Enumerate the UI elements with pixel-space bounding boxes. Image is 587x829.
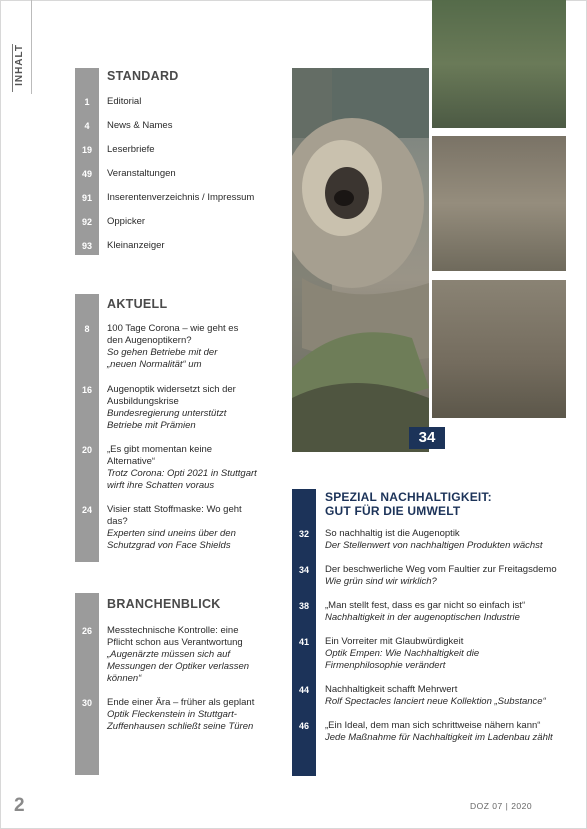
toc-entry[interactable]: [75, 240, 285, 252]
page-ref: 34: [298, 565, 309, 575]
toc-entry[interactable]: [292, 636, 522, 672]
entry-title: Leserbriefe: [107, 144, 155, 155]
entry-title: Kleinanzeiger: [107, 240, 165, 251]
entry-title: Editorial: [107, 96, 142, 107]
entry-title: Ende einer Ära – früher als geplant: [107, 697, 255, 708]
toc-entry[interactable]: [75, 697, 255, 733]
sloth-illustration: [292, 68, 429, 452]
entry-subtitle: So gehen Betriebe mit der „neuen Normalität“ um: [107, 347, 218, 370]
entry-title: Veranstaltungen: [107, 168, 176, 179]
toc-entry[interactable]: [292, 720, 562, 744]
toc-entry[interactable]: [75, 144, 285, 156]
section-heading-standard: STANDARD: [107, 69, 179, 83]
entry-subtitle: Optik Fleckenstein in Stuttgart-Zuffenhausen schließt seine Türen: [107, 709, 254, 732]
toc-entry[interactable]: [75, 216, 285, 228]
toc-entry[interactable]: [292, 564, 562, 588]
entry-title: So nachhaltig ist die Augenoptik: [325, 528, 460, 539]
spezial-heading-line2: GUT FÜR DIE UMWELT: [325, 504, 461, 518]
page-ref: 38: [298, 601, 309, 611]
side-divider: [31, 0, 32, 94]
entry-subtitle: „Augenärzte müssen sich auf Messungen der Optiker verlassen können“: [107, 649, 250, 684]
page-ref: 44: [298, 685, 309, 695]
entry-title: Oppicker: [107, 216, 146, 227]
toc-entry[interactable]: [75, 504, 245, 552]
entry-title: „Ein Ideal, dem man sich schrittweise nähern kann“: [325, 720, 541, 731]
page-ref: 24: [81, 505, 92, 515]
photo-strip-middle: [432, 136, 566, 271]
entry-subtitle: Jede Maßnahme für Nachhaltigkeit im Ladenbau zählt: [325, 732, 553, 743]
side-label: INHALT: [12, 44, 26, 92]
entry-subtitle: Optik Empen: Wie Nachhaltigkeit die Firmenphilosophie verändert: [325, 648, 480, 671]
section-heading-branchenblick: BRANCHENBLICK: [107, 597, 221, 611]
toc-entry[interactable]: [75, 384, 245, 432]
page-ref: 1: [84, 97, 90, 107]
entry-subtitle: Trotz Corona: Opti 2021 in Stuttgart wirft ihre Schatten voraus: [107, 468, 257, 491]
page-number: 2: [14, 795, 25, 816]
page-ref: 92: [81, 217, 92, 227]
entry-subtitle: Nachhaltigkeit in der augenoptischen Industrie: [325, 612, 520, 623]
toc-entry[interactable]: [75, 120, 285, 132]
page-ref: 41: [298, 637, 309, 647]
spezial-heading-line1: SPEZIAL NACHHALTIGKEIT:: [325, 490, 492, 504]
sloth-photo: [292, 68, 429, 452]
page-ref: 93: [81, 241, 92, 251]
entry-subtitle: Der Stellenwert von nachhaltigen Produkten wächst: [325, 540, 543, 551]
entry-title: Visier statt Stoffmaske: Wo geht das?: [107, 504, 242, 527]
entry-subtitle: Experten sind uneins über den Schutzgrad von Face Shields: [107, 528, 236, 551]
page-ref: 20: [81, 445, 92, 455]
toc-entry[interactable]: [292, 600, 562, 624]
toc-entry[interactable]: [75, 168, 285, 180]
toc-entry[interactable]: [75, 192, 285, 204]
page-ref: 16: [81, 385, 92, 395]
page-ref: 91: [81, 193, 92, 203]
entry-title: Augenoptik widersetzt sich der Ausbildungskrise: [107, 384, 236, 407]
page-ref: 49: [81, 169, 92, 179]
section-heading-aktuell: AKTUELL: [107, 297, 168, 311]
toc-entry[interactable]: [75, 625, 255, 685]
page-ref: 26: [81, 626, 92, 636]
page-ref: 19: [81, 145, 92, 155]
toc-entry[interactable]: [292, 528, 562, 552]
entry-title: Ein Vorreiter mit Glaubwürdigkeit: [325, 636, 464, 647]
entry-subtitle: Bundesregierung unterstützt Betriebe mit Prämien: [107, 408, 227, 431]
toc-entry[interactable]: [292, 684, 562, 708]
page-ref: 4: [84, 121, 90, 131]
page-ref: 30: [81, 698, 92, 708]
section-heading-spezial: [325, 490, 565, 518]
entry-title: News & Names: [107, 120, 173, 131]
entry-title: Messtechnische Kontrolle: eine Pflicht schon aus Verantwortung: [107, 625, 243, 648]
page-ref: 8: [84, 324, 90, 334]
page-ref: 46: [298, 721, 309, 731]
entry-title: „Man stellt fest, dass es gar nicht so einfach ist“: [325, 600, 526, 611]
toc-entry[interactable]: [75, 96, 285, 108]
photo-page-badge[interactable]: 34: [409, 427, 445, 449]
entry-title: „Es gibt momentan keine Alternative“: [107, 444, 213, 467]
entry-subtitle: Rolf Spectacles lanciert neue Kollektion „Substance“: [325, 696, 546, 707]
entry-subtitle: Wie grün sind wir wirklich?: [325, 576, 437, 587]
entry-title: Inserentenverzeichnis / Impressum: [107, 192, 255, 203]
entry-title: Nachhaltigkeit schafft Mehrwert: [325, 684, 458, 695]
entry-title: Der beschwerliche Weg vom Faultier zur Freitagsdemo: [325, 564, 557, 575]
entry-title: 100 Tage Corona – wie geht es den Augenoptikern?: [107, 323, 239, 346]
issue-label: DOZ 07 | 2020: [470, 801, 533, 811]
toc-entry[interactable]: [75, 444, 260, 492]
page-ref: 32: [298, 529, 309, 539]
toc-entry[interactable]: [75, 323, 245, 371]
photo-strip-bottom: [432, 280, 566, 418]
photo-strip-top: [432, 0, 566, 128]
